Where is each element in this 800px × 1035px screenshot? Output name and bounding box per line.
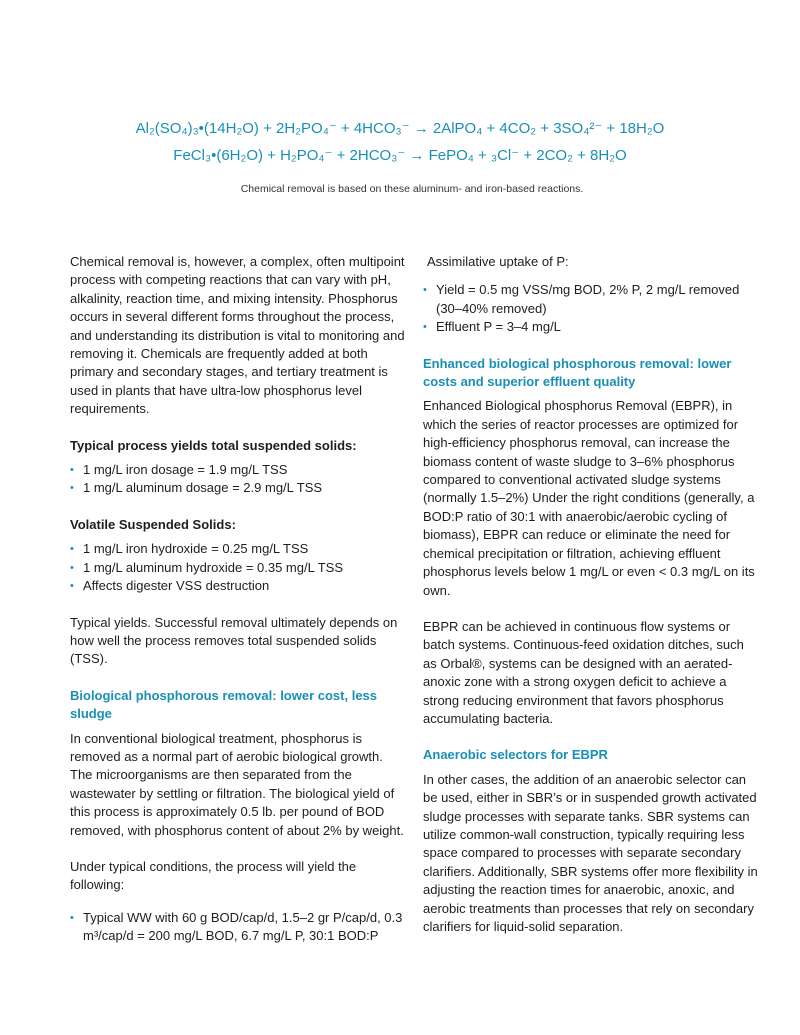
iron-reaction-equation: FeCl₃•(6H₂O) + H₂PO₄⁻ + 2HCO₃⁻ → FePO₄ + ₃Cl⁻ + 2CO₂ + 8H₂O: [173, 147, 627, 164]
tss-list: [70, 461, 405, 498]
bullet-icon: •: [70, 561, 74, 574]
bullet-icon: •: [70, 580, 74, 593]
ebpr-paragraph: Enhanced Biological phosphorus Removal (EBPR), in which the series of reactor processes are optimized for high-efficiency phosphorus removal, can increase the biomass content of waste sludge to 3–6% phosphorus compared to conventional activated sludge systems (normally 1.5–2%) Under the right conditions (generally, a BOD:P ratio of 30:1 with anaerobic/aerobic cycling of biomass), EBPR can reduce or eliminate the need for chemical precipitation or filtration, achieving effluent phosphorus levels below 1 mg/L or even < 0.3 mg/L on its own.: [423, 398, 755, 598]
tss-heading: Typical process yields total suspended solids:: [70, 437, 357, 453]
list-item: • Typical WW with 60 g BOD/cap/d, 1.5–2 gr P/cap/d, 0.3 m³/cap/d = 200 mg/L BOD, 6.7 mg/L P, 30:1 BOD:P: [70, 909, 403, 944]
ebpr-continuous-paragraph: EBPR can be achieved in continuous flow systems or batch systems. Continuous-feed oxidation ditches, such as Orbal®, systems can be designed with an aerated-anoxic zone with a strong oxygen deficit to achieve a strong reducing environment that favors phosphorus accumulating bacteria.: [423, 618, 744, 726]
aluminum-reaction-equation: Al₂(SO₄)₃•(14H₂O) + 2H₂PO₄⁻ + 4HCO₃⁻ → 2AlPO₄ + 4CO₂ + 3SO₄²⁻ + 18H₂O: [135, 120, 665, 137]
right-column: [423, 253, 758, 954]
ebpr-heading: Enhanced biological phosphorous removal: lower costs and superior effluent quality: [423, 355, 732, 390]
reaction-equations: [0, 115, 800, 169]
list-item: • 1 mg/L iron hydroxide = 0.25 mg/L TSS: [70, 540, 405, 558]
list-item: • 1 mg/L iron dosage = 1.9 mg/L TSS: [70, 461, 405, 479]
bio-removal-heading: Biological phosphorous removal: lower cost, less sludge: [70, 687, 378, 722]
list-item: • 1 mg/L aluminum dosage = 2.9 mg/L TSS: [70, 479, 405, 497]
bullet-icon: •: [423, 321, 427, 334]
bullet-icon: •: [70, 464, 74, 477]
bullet-icon: •: [423, 284, 427, 297]
vss-list: [70, 540, 405, 595]
left-column: [70, 253, 405, 964]
conditions-list: [70, 909, 405, 946]
assimilative-list: [423, 281, 758, 336]
list-item: • 1 mg/L aluminum hydroxide = 0.35 mg/L TSS: [70, 559, 405, 577]
bullet-icon: •: [70, 482, 74, 495]
list-item: • Yield = 0.5 mg VSS/mg BOD, 2% P, 2 mg/L removed (30–40% removed): [423, 282, 740, 316]
typical-yields-paragraph: Typical yields. Successful removal ultimately depends on how well the process removes total suspended solids (TSS).: [70, 614, 398, 667]
anaerobic-selectors-paragraph: In other cases, the addition of an anaerobic selector can be used, either in SBR’s or in suspended growth activated sludge processes with separate tanks. SBR systems can utilize common-wall construction, typically requiring less space compared to processes with separate secondary clarifiers. Additionally, SBR systems offer more flexibility in adjusting the reaction times for anaerobic, anoxic, and aerobic treatments than processes that rely on secondary clarifiers for liquid-solid separation.: [423, 771, 758, 934]
anaerobic-selectors-heading: Anaerobic selectors for EBPR: [423, 747, 608, 763]
bio-removal-paragraph: In conventional biological treatment, phosphorus is removed as a normal part of aerobic biological growth. The microorganisms are then separated from the wastewater by settling or filtration. The biological yield of this process is approximately 0.5 lb. per pound of BOD removed, with phosphorus content of about 2% by weight.: [70, 730, 404, 838]
bullet-icon: •: [70, 543, 74, 556]
equations-caption: Chemical removal is based on these aluminum- and iron-based reactions.: [240, 183, 584, 195]
assimilative-label: Assimilative uptake of P:: [427, 254, 569, 269]
list-item: • Affects digester VSS destruction: [70, 577, 405, 595]
list-item: • Effluent P = 3–4 mg/L: [423, 318, 758, 336]
conditions-paragraph: Under typical conditions, the process will yield the following:: [70, 858, 357, 893]
intro-paragraph: Chemical removal is, however, a complex, often multipoint process with competing reactions that can vary with pH, alkalinity, reaction time, and mixing intensity. Phosphorus occurs in several different forms throughout the process, and understanding its distribution is vital to monitoring and removing it. Chemicals are frequently added at both primary and secondary stages, and tertiary treatment is used in plants that have ultra-low phosphorus level requirements.: [70, 254, 405, 417]
vss-heading: Volatile Suspended Solids:: [70, 516, 236, 532]
bullet-icon: •: [70, 911, 74, 924]
